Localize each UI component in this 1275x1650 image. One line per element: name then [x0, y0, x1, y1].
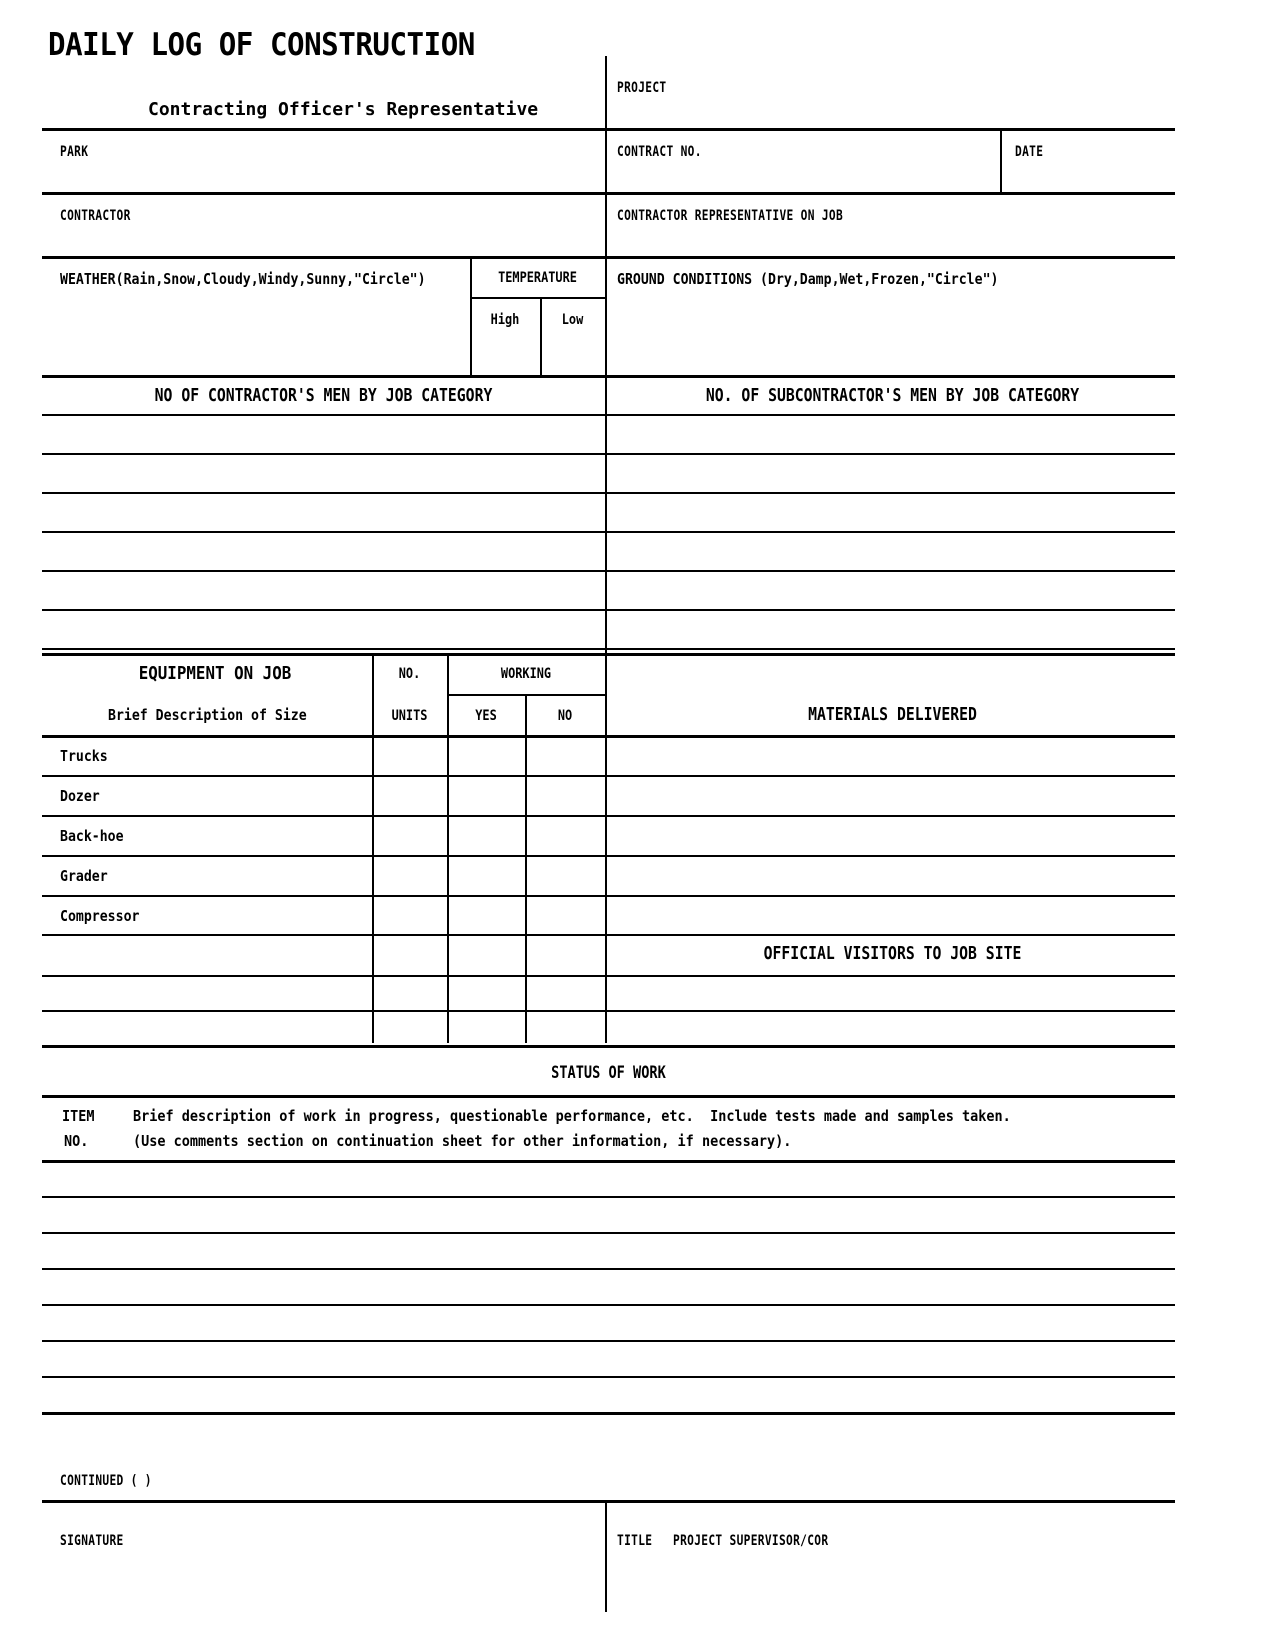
temperature-low-label: Low	[561, 312, 584, 328]
rule-status-heading-bottom	[42, 1095, 1175, 1098]
manpower-rule	[42, 570, 1175, 572]
status-item-label: ITEM	[62, 1107, 95, 1125]
contractor-representative-label: CONTRACTOR REPRESENTATIVE ON JOB	[617, 208, 844, 224]
manpower-rule	[42, 609, 1175, 611]
contractor-men-heading: NO OF CONTRACTOR'S MEN BY JOB CATEGORY	[154, 385, 493, 406]
status-of-work-heading: STATUS OF WORK	[551, 1063, 666, 1083]
temperature-left-divider	[470, 258, 472, 375]
status-work-rule	[42, 1268, 1175, 1270]
manpower-rule	[42, 414, 1175, 416]
rule-under-weather	[42, 375, 1175, 378]
rule-equipment-bottom	[42, 1045, 1175, 1048]
equipment-row-rule	[42, 975, 1175, 977]
contract-no-label: CONTRACT NO.	[617, 144, 702, 160]
subcontractor-men-heading: NO. OF SUBCONTRACTOR'S MEN BY JOB CATEGORY	[705, 385, 1080, 406]
manpower-rule	[42, 648, 1175, 650]
subtitle-contracting-officer-representative: Contracting Officer's Representative	[148, 99, 539, 120]
equipment-heading: EQUIPMENT ON JOB	[138, 663, 292, 684]
status-instruction-line-2: (Use comments section on continuation sheet for other information, if necessary).	[133, 1132, 792, 1150]
rule-under-park	[42, 192, 1175, 195]
status-work-rule	[42, 1340, 1175, 1342]
temperature-header-rule	[470, 297, 605, 299]
equipment-no-label: NO.	[398, 666, 421, 682]
equipment-row-name: Trucks	[60, 747, 108, 765]
park-label: PARK	[60, 144, 89, 160]
signature-title-divider	[605, 1502, 607, 1612]
equipment-subheading: Brief Description of Size	[108, 706, 307, 724]
weather-label: WEATHER(Rain,Snow,Cloudy,Windy,Sunny,"Circle")	[60, 270, 426, 288]
rule-under-contractor	[42, 256, 1175, 259]
official-visitors-heading: OFFICIAL VISITORS TO JOB SITE	[763, 943, 1022, 964]
rule-working-subheader	[447, 694, 605, 696]
rule-under-subtitle	[42, 128, 1175, 131]
contractor-label: CONTRACTOR	[60, 208, 131, 224]
temperature-label: TEMPERATURE	[498, 270, 577, 286]
status-work-rule	[42, 1376, 1175, 1378]
status-work-rule	[42, 1232, 1175, 1234]
temperature-high-label: High	[490, 312, 520, 328]
project-label: PROJECT	[617, 80, 667, 96]
equipment-row-rule	[42, 895, 1175, 897]
title-value: PROJECT SUPERVISOR/COR	[673, 1533, 829, 1549]
status-no-label: NO.	[64, 1132, 89, 1150]
rule-status-instruction-bottom	[42, 1160, 1175, 1163]
manpower-center-divider	[605, 378, 607, 653]
manpower-rule	[42, 492, 1175, 494]
page-title: DAILY LOG OF CONSTRUCTION	[48, 27, 475, 63]
equipment-working-column-divider	[447, 655, 449, 1043]
status-work-rule-bottom	[42, 1412, 1175, 1415]
rule-above-signature	[42, 1500, 1175, 1503]
manpower-rule	[42, 531, 1175, 533]
rule-equipment-header-bottom	[42, 735, 1175, 738]
equipment-yes-no-divider	[525, 694, 527, 1043]
materials-delivered-heading: MATERIALS DELIVERED	[808, 704, 977, 725]
equipment-no-column-divider	[372, 655, 374, 1043]
status-work-rule	[42, 1196, 1175, 1198]
date-column-divider	[1000, 130, 1002, 192]
equipment-right-divider	[605, 655, 607, 1043]
equipment-yes-label: YES	[475, 708, 497, 724]
header-center-divider	[605, 56, 607, 430]
equipment-row-rule	[42, 1010, 1175, 1012]
title-label: TITLE	[617, 1533, 653, 1549]
equipment-row-rule	[42, 934, 1175, 936]
equipment-working-label: WORKING	[500, 666, 552, 682]
manpower-rule	[42, 453, 1175, 455]
equipment-row-name: Dozer	[60, 787, 100, 805]
continued-label: CONTINUED ( )	[60, 1473, 152, 1489]
equipment-row-name: Back-hoe	[60, 827, 124, 845]
ground-conditions-label: GROUND CONDITIONS (Dry,Damp,Wet,Frozen,"Circle")	[617, 270, 999, 288]
status-work-rule	[42, 1304, 1175, 1306]
equipment-row-rule	[42, 855, 1175, 857]
equipment-row-rule	[42, 775, 1175, 777]
equipment-no-column-label: NO	[557, 708, 573, 724]
rule-equipment-top	[42, 653, 1175, 656]
date-label: DATE	[1015, 144, 1044, 160]
signature-label: SIGNATURE	[60, 1533, 124, 1549]
equipment-row-name: Grader	[60, 867, 108, 885]
equipment-units-label: UNITS	[391, 708, 428, 724]
equipment-row-rule	[42, 815, 1175, 817]
status-instruction-line-1: Brief description of work in progress, questionable performance, etc. Include tests made and samples taken.	[133, 1107, 1011, 1125]
equipment-row-name: Compressor	[60, 907, 140, 925]
temperature-high-low-divider	[540, 297, 542, 375]
